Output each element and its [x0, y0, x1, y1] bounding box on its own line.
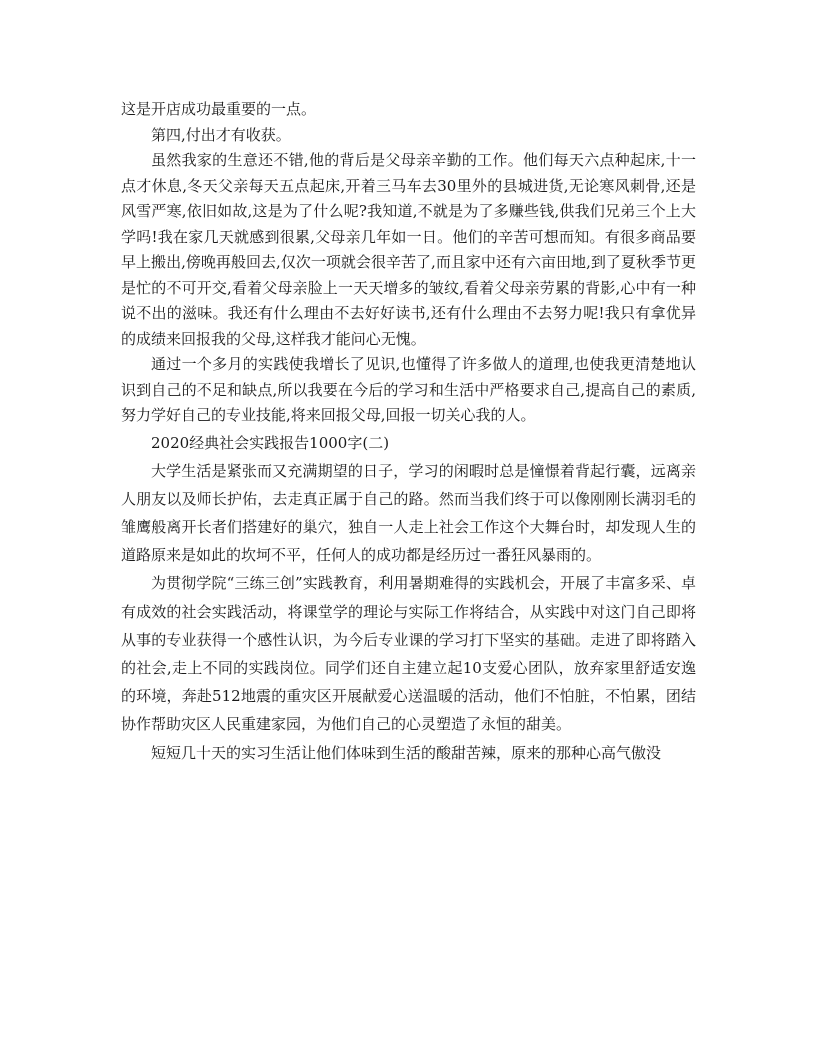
- document-body: [121, 97, 696, 767]
- paragraph-7: 短短几十天的实习生活让他们体味到生活的酸甜苦辣，原来的那种心高气傲没: [151, 743, 662, 762]
- paragraph-3: 虽然我家的生意还不错,他的背后是父母亲辛勤的工作。他们每天六点种起床,十一点才休息,冬天父亲每天五点起床,开着三马车去30里外的县城进货,无论寒风刺骨,还是风雪严寒,依旧如故,这是为了什么呢?我知道,不就是为了多赚些钱,供我们兄弟三个上大学吗!我在家几天就感到很累,父母亲几年如一日。他们的辛苦可想而知。有很多商品要早上搬出,傍晚再般回去,仅次一项就会很辛苦了,而且家中还有六亩田地,到了夏秋季节更是忙的不可开交,看着父母亲脸上一天天增多的皱纹,看着父母亲劳累的背影,心中有一种说不出的滋味。我还有什么理由不去好好读书,还有什么理由不去努力呢!我只有拿优异的成绩来回报我的父母,这样我才能问心无愧。: [121, 151, 696, 348]
- paragraph-5: 大学生活是紧张而又充满期望的日子，学习的闲暇时总是憧憬着背起行囊，远离亲人朋友以及师长护佑，去走真正属于自己的路。然而当我们终于可以像刚刚长满羽毛的雏鹰般离开长者们搭建好的巢穴，独自一人走上社会工作这个大舞台时，却发现人生的道路原来是如此的坎坷不平，任何人的成功都是经历过一番狂风暴雨的。: [121, 461, 696, 565]
- paragraph-2: 第四,付出才有收获。: [151, 125, 291, 144]
- paragraph-1: 这是开店成功最重要的一点。: [121, 100, 317, 118]
- paragraph-4: 通过一个多月的实践使我增长了见识,也懂得了许多做人的道理,也使我更清楚地认识到自己的不足和缺点,所以我要在今后的学习和生活中严格要求自己,提高自己的素质,努力学好自己的专业技能,将来回报父母,回报一切关心我的人。: [121, 355, 696, 424]
- section-heading: 2020经典社会实践报告1000字(二): [151, 433, 390, 452]
- paragraph-6: 为贯彻学院“三练三创”实践教育，利用暑期难得的实践机会，开展了丰富多采、卓有成效的社会实践活动，将课堂学的理论与实际工作将结合，从实践中对这门自己即将从事的专业获得一个感性认识，为今后专业课的学习打下坚实的基础。走进了即将踏入的社会,走上不同的实践岗位。同学们还自主建立起10支爱心团队，放弃家里舒适安逸的环境，奔赴512地震的重灾区开展献爱心送温暖的活动，他们不怕脏，不怕累，团结协作帮助灾区人民重建家园，为他们自己的心灵塑造了永恒的甜美。: [121, 574, 696, 734]
